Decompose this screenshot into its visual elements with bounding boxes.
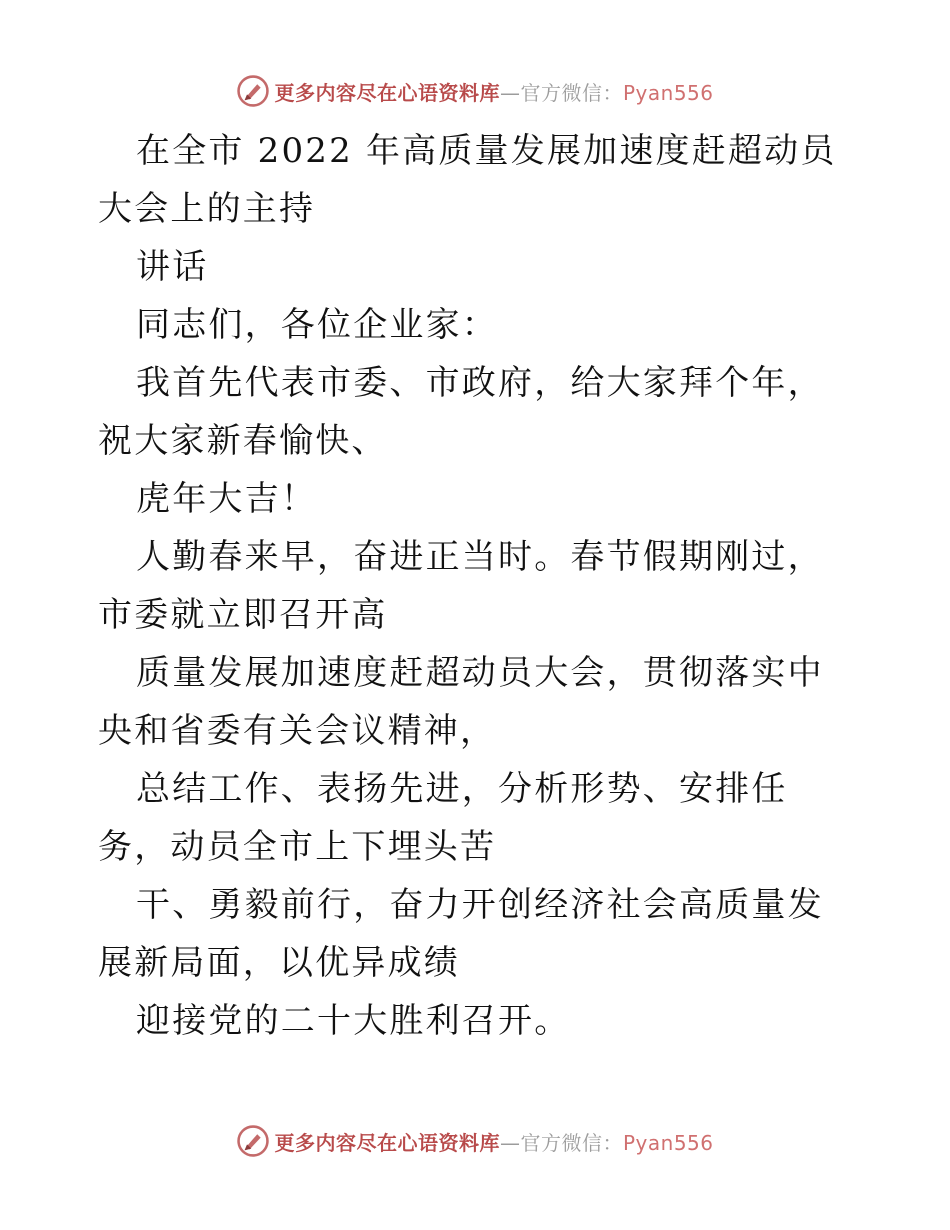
body-paragraph: 总结工作、表扬先进，分析形势、安排任务，动员全市上下埋头苦	[98, 769, 788, 867]
pen-nib-logo-icon	[236, 74, 270, 108]
title-continuation: 讲话	[136, 247, 209, 287]
body-paragraph: 我首先代表市委、市政府，给大家拜个年，祝大家新春愉快、	[98, 363, 824, 461]
body-paragraph: 干、勇毅前行，奋力开创经济社会高质量发展新局面，以优异成绩	[98, 885, 824, 983]
title-paragraph: 在全市 2022 年高质量发展加速度赶超动员大会上的主持	[98, 131, 837, 229]
watermark-separator: —	[499, 1130, 521, 1155]
watermark-brand: Pyan556	[622, 80, 714, 105]
body-paragraph: 人勤春来早，奋进正当时。春节假期刚过，市委就立即召开高	[98, 537, 824, 635]
body-paragraph: 虎年大吉！	[136, 479, 317, 519]
pen-nib-logo-icon	[236, 1124, 270, 1158]
watermark-separator: —	[499, 80, 521, 105]
watermark-label: 官方微信：	[520, 80, 623, 105]
header-watermark	[0, 74, 950, 108]
document-body	[98, 122, 858, 1050]
salutation-paragraph: 同志们，各位企业家：	[136, 305, 498, 345]
watermark-text	[274, 1127, 713, 1156]
watermark-text	[274, 77, 713, 106]
body-paragraph: 迎接党的二十大胜利召开。	[136, 1001, 571, 1041]
body-paragraph: 质量发展加速度赶超动员大会，贯彻落实中央和省委有关会议精神，	[98, 653, 824, 751]
watermark-main-text: 更多内容尽在心语资料库	[274, 1130, 500, 1155]
watermark-label: 官方微信：	[520, 1130, 623, 1155]
watermark-main-text: 更多内容尽在心语资料库	[274, 80, 500, 105]
footer-watermark	[0, 1124, 950, 1158]
watermark-brand: Pyan556	[622, 1130, 714, 1155]
